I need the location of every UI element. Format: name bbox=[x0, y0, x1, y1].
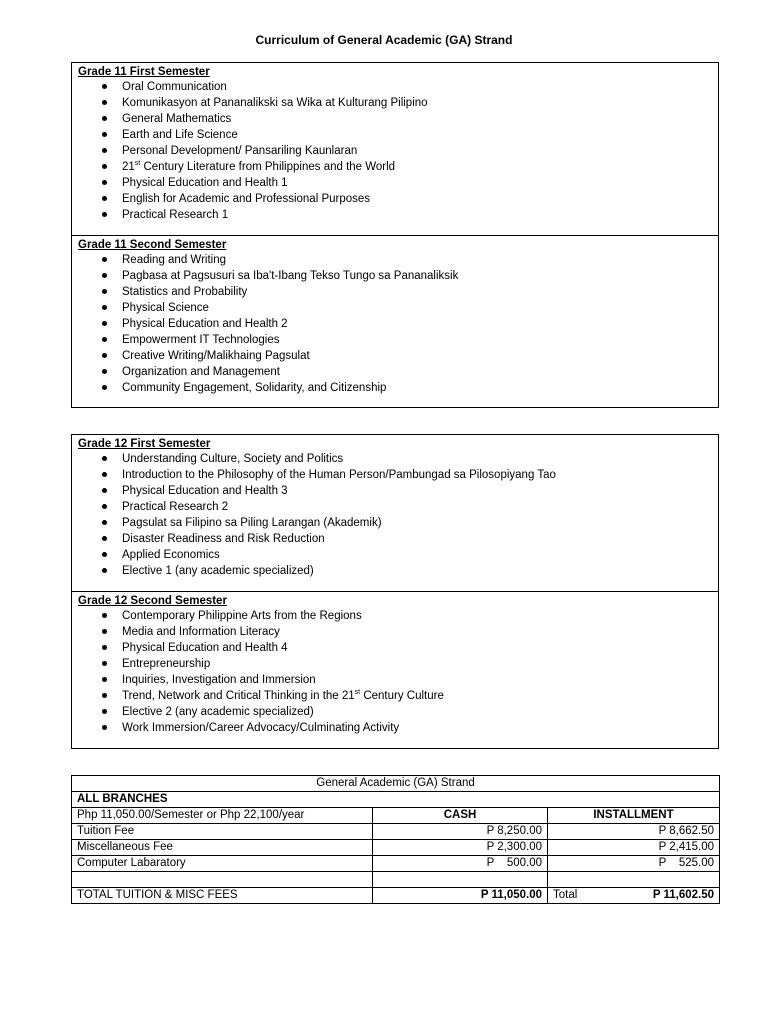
bullet-icon bbox=[102, 661, 107, 666]
bullet-icon bbox=[102, 180, 107, 185]
list-item: Physical Education and Health 1 bbox=[78, 175, 712, 191]
bullet-icon bbox=[102, 456, 107, 461]
bullet-icon bbox=[102, 504, 107, 509]
total-installment: P 11,602.50 bbox=[652, 889, 715, 901]
bullet-icon bbox=[102, 164, 107, 169]
total-label: TOTAL TUITION & MISC FEES bbox=[72, 888, 373, 904]
cash-header: CASH bbox=[373, 808, 548, 824]
bullet-icon bbox=[102, 337, 107, 342]
list-item: Physical Science bbox=[78, 300, 712, 316]
bullet-icon bbox=[102, 488, 107, 493]
list-item: Reading and Writing bbox=[78, 252, 712, 268]
bullet-icon bbox=[102, 552, 107, 557]
fee-installment: P 8,662.50 bbox=[548, 824, 720, 840]
bullet-icon bbox=[102, 148, 107, 153]
rate-label: Php 11,050.00/Semester or Php 22,100/year bbox=[72, 808, 373, 824]
semester-heading: Grade 11 First Semester bbox=[78, 66, 210, 78]
branches-label: ALL BRANCHES bbox=[72, 792, 720, 808]
fee-label: Miscellaneous Fee bbox=[72, 840, 373, 856]
total-cash: P 11,050.00 bbox=[373, 888, 548, 904]
fee-label: Tuition Fee bbox=[72, 824, 373, 840]
list-item: Organization and Management bbox=[78, 364, 712, 380]
empty-cell bbox=[72, 872, 373, 888]
list-item: Disaster Readiness and Risk Reduction bbox=[78, 531, 712, 547]
bullet-icon bbox=[102, 369, 107, 374]
fee-cash: P 8,250.00 bbox=[373, 824, 548, 840]
bullet-icon bbox=[102, 305, 107, 310]
list-item: General Mathematics bbox=[78, 111, 712, 127]
semester-heading: Grade 12 First Semester bbox=[78, 438, 211, 450]
list-item: 21st Century Literature from Philippines and the World bbox=[78, 159, 712, 175]
bullet-icon bbox=[102, 568, 107, 573]
bullet-icon bbox=[102, 321, 107, 326]
bullet-icon bbox=[102, 257, 107, 262]
list-item: Practical Research 2 bbox=[78, 499, 712, 515]
list-item: Elective 2 (any academic specialized) bbox=[78, 704, 712, 720]
page-title: Curriculum of General Academic (GA) Strand bbox=[255, 33, 513, 47]
list-item: Oral Communication bbox=[78, 79, 712, 95]
list-item: Creative Writing/Malikhaing Pagsulat bbox=[78, 348, 712, 364]
table-row bbox=[72, 792, 720, 808]
subject-list bbox=[78, 79, 712, 223]
total-installment-cell bbox=[548, 888, 720, 904]
list-item: Pagbasa at Pagsusuri sa Iba't-Ibang Tekso Tungo sa Pananaliksik bbox=[78, 268, 712, 284]
semester-heading: Grade 11 Second Semester bbox=[78, 239, 227, 251]
list-item: Entrepreneurship bbox=[78, 656, 712, 672]
bullet-icon bbox=[102, 84, 107, 89]
table-row bbox=[72, 776, 720, 792]
list-item: Contemporary Philippine Arts from the Regions bbox=[78, 608, 712, 624]
list-item: Introduction to the Philosophy of the Human Person/Pambungad sa Pilosopiyang Tao bbox=[78, 467, 712, 483]
grade-12-curriculum-table bbox=[71, 434, 719, 749]
list-item: Trend, Network and Critical Thinking in the 21st Century Culture bbox=[78, 688, 712, 704]
list-item: English for Academic and Professional Purposes bbox=[78, 191, 712, 207]
bullet-icon bbox=[102, 132, 107, 137]
list-item: Personal Development/ Pansariling Kaunlaran bbox=[78, 143, 712, 159]
table-row bbox=[72, 824, 720, 840]
fee-installment: P 2,415.00 bbox=[548, 840, 720, 856]
fee-label: Computer Labaratory bbox=[72, 856, 373, 872]
bullet-icon bbox=[102, 645, 107, 650]
bullet-icon bbox=[102, 629, 107, 634]
list-item: Practical Research 1 bbox=[78, 207, 712, 223]
bullet-icon bbox=[102, 677, 107, 682]
bullet-icon bbox=[102, 273, 107, 278]
semester-heading: Grade 12 Second Semester bbox=[78, 595, 227, 607]
list-item: Understanding Culture, Society and Politics bbox=[78, 451, 712, 467]
bullet-icon bbox=[102, 613, 107, 618]
bullet-icon bbox=[102, 709, 107, 714]
empty-cell bbox=[373, 872, 548, 888]
installment-header: INSTALLMENT bbox=[548, 808, 720, 824]
fee-cash: P 2,300.00 bbox=[373, 840, 548, 856]
subject-list bbox=[78, 608, 712, 736]
list-item: Earth and Life Science bbox=[78, 127, 712, 143]
empty-cell bbox=[548, 872, 720, 888]
list-item: Komunikasyon at Pananalikski sa Wika at Kulturang Pilipino bbox=[78, 95, 712, 111]
list-item: Work Immersion/Career Advocacy/Culminating Activity bbox=[78, 720, 712, 736]
bullet-icon bbox=[102, 520, 107, 525]
bullet-icon bbox=[102, 212, 107, 217]
bullet-icon bbox=[102, 289, 107, 294]
bullet-icon bbox=[102, 196, 107, 201]
grade-12-first-semester bbox=[72, 435, 718, 591]
bullet-icon bbox=[102, 100, 107, 105]
grade-11-first-semester bbox=[72, 63, 718, 235]
list-item: Applied Economics bbox=[78, 547, 712, 563]
fees-title: General Academic (GA) Strand bbox=[72, 776, 720, 792]
fee-cash: P 500.00 bbox=[373, 856, 548, 872]
bullet-icon bbox=[102, 693, 107, 698]
list-item: Empowerment IT Technologies bbox=[78, 332, 712, 348]
bullet-icon bbox=[102, 536, 107, 541]
list-item: Media and Information Literacy bbox=[78, 624, 712, 640]
list-item: Pagsulat sa Filipino sa Piling Larangan (Akademik) bbox=[78, 515, 712, 531]
list-item: Physical Education and Health 4 bbox=[78, 640, 712, 656]
bullet-icon bbox=[102, 116, 107, 121]
total-installment-label: Total bbox=[553, 889, 578, 901]
bullet-icon bbox=[102, 385, 107, 390]
table-row bbox=[72, 888, 720, 904]
list-item: Inquiries, Investigation and Immersion bbox=[78, 672, 712, 688]
fees-table bbox=[71, 775, 720, 904]
bullet-icon bbox=[102, 353, 107, 358]
subject-list bbox=[78, 451, 712, 579]
table-row bbox=[72, 856, 720, 872]
list-item: Physical Education and Health 3 bbox=[78, 483, 712, 499]
bullet-icon bbox=[102, 725, 107, 730]
subject-list bbox=[78, 252, 712, 396]
list-item: Physical Education and Health 2 bbox=[78, 316, 712, 332]
list-item: Elective 1 (any academic specialized) bbox=[78, 563, 712, 579]
fee-installment: P 525.00 bbox=[548, 856, 720, 872]
table-row bbox=[72, 808, 720, 824]
list-item: Statistics and Probability bbox=[78, 284, 712, 300]
grade-11-second-semester bbox=[72, 235, 718, 407]
list-item: Community Engagement, Solidarity, and Citizenship bbox=[78, 380, 712, 396]
table-row bbox=[72, 840, 720, 856]
grade-11-curriculum-table bbox=[71, 62, 719, 408]
grade-12-second-semester bbox=[72, 591, 718, 748]
table-row bbox=[72, 872, 720, 888]
bullet-icon bbox=[102, 472, 107, 477]
